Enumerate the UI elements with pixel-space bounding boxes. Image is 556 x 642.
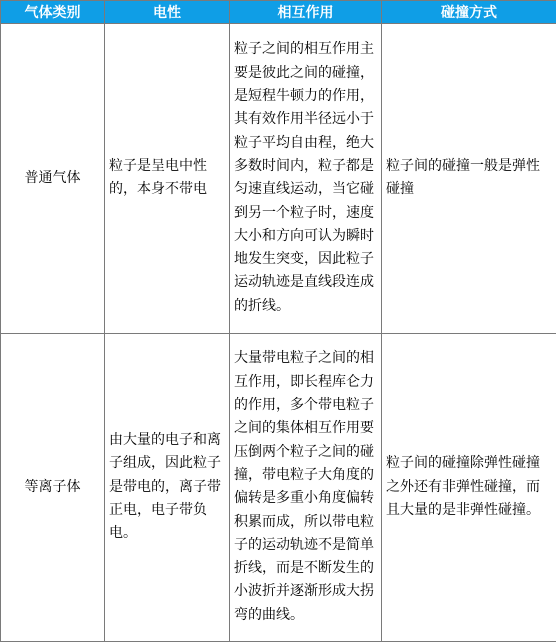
- header-collision: 碰撞方式: [382, 1, 556, 24]
- cell-interaction: 大量带电粒子之间的相互作用，即长程库仑力的作用，多个带电粒子之间的集体相互作用要压倒两个粒子之间的碰撞，带电粒子大角度的偏转是多重小角度偏转积累而成，所以带电粒子的运动轨迹不是简单折线，而是不断发生的小波折并逐渐形成大拐弯的曲线。: [230, 333, 382, 642]
- cell-category: 等离子体: [1, 333, 105, 642]
- table-row: [1, 333, 556, 642]
- header-gas-category: 气体类别: [1, 1, 105, 24]
- header-row: [1, 1, 556, 24]
- cell-charge: 粒子是呈电中性的，本身不带电: [105, 24, 230, 334]
- cell-collision: 粒子间的碰撞一般是弹性碰撞: [382, 24, 556, 334]
- cell-collision: 粒子间的碰撞除弹性碰撞之外还有非弹性碰撞，而且大量的是非弹性碰撞。: [382, 333, 556, 642]
- table-row: [1, 24, 556, 334]
- cell-interaction: 粒子之间的相互作用主要是彼此之间的碰撞，是短程牛顿力的作用，其有效作用半径远小于粒子平均自由程，绝大多数时间内，粒子都是匀速直线运动，当它碰到另一个粒子时，速度大小和方向可认为瞬时地发生突变，因此粒子运动轨迹是直线段连成的折线。: [230, 24, 382, 334]
- cell-charge: 由大量的电子和离子组成，因此粒子是带电的，离子带正电，电子带负电。: [105, 333, 230, 642]
- cell-category: 普通气体: [1, 24, 105, 334]
- header-charge: 电性: [105, 1, 230, 24]
- header-interaction: 相互作用: [230, 1, 382, 24]
